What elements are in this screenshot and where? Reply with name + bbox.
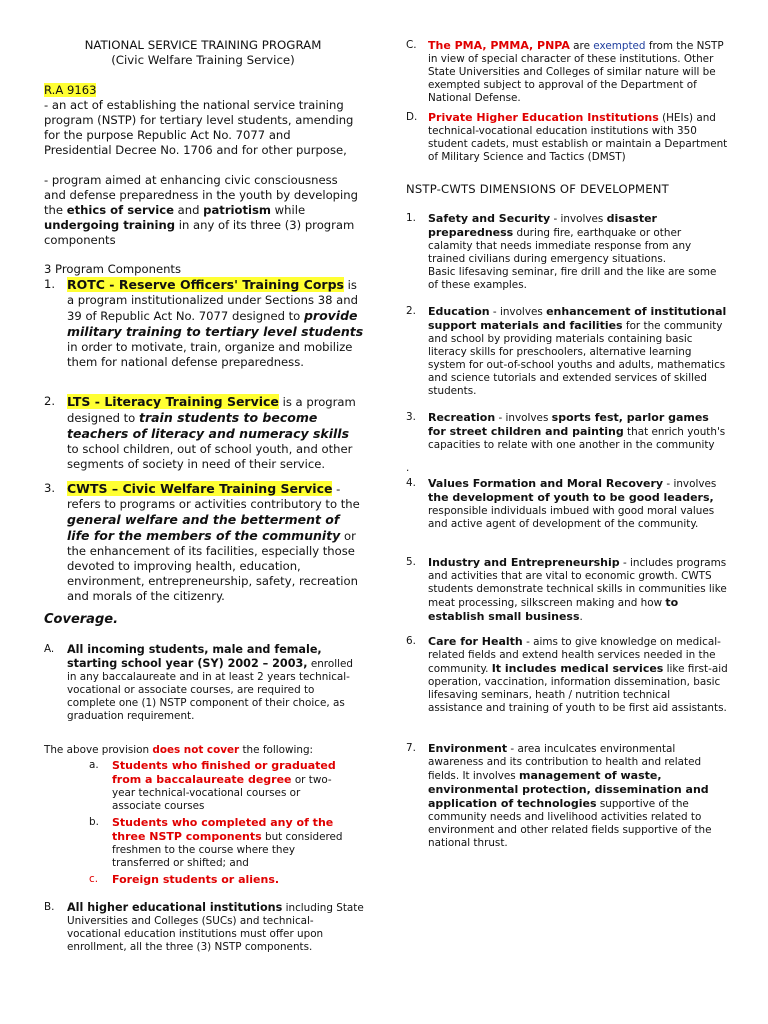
dimensions-heading: NSTP-CWTS DIMENSIONS OF DEVELOPMENT xyxy=(406,182,669,196)
list-number: 1. xyxy=(406,212,416,224)
text-run: or the enhancement of its facilities, especially those devoted to improving health, education, environment, entrepreneurship, safety, recreation and morals of the citizenry. xyxy=(67,529,358,603)
text-run-bold: enhancement of institutional support materials and facilities xyxy=(428,305,727,332)
list-number: b. xyxy=(89,816,99,828)
text-run: in any of its three (3) program components xyxy=(44,218,355,247)
list-number: 6. xyxy=(406,635,416,647)
text-run-bold: It includes medical services xyxy=(491,662,664,675)
text-run-red: Students who finished or graduated from a baccalaureate degree xyxy=(112,759,336,786)
text-run-bold: All incoming students, male and female, starting school year (SY) 2002 – 2003, xyxy=(67,643,322,670)
dimension-title: Recreation xyxy=(428,411,496,424)
provision-note xyxy=(44,744,364,757)
list-number: C. xyxy=(406,39,417,51)
text-run-blue: exempted xyxy=(593,40,646,52)
text-run: responsible individuals imbued with good moral values and active agent of development of the community. xyxy=(428,505,715,530)
text-run: - involves xyxy=(489,306,547,318)
text-run: in order to motivate, train, organize and mobilize them for national defense preparedness. xyxy=(67,340,353,369)
list-number: 7. xyxy=(406,742,416,754)
text-run-red: Private Higher Education Institutions xyxy=(428,111,659,124)
text-run: and xyxy=(173,203,204,217)
text-run: Basic lifesaving seminar, fire drill and the like are some of these examples. xyxy=(428,266,717,291)
ra-description-2 xyxy=(44,173,362,248)
text-run: the following: xyxy=(239,744,314,756)
list-number: 3. xyxy=(44,481,56,495)
text-run-red: Foreign students or aliens. xyxy=(112,873,280,886)
text-run-bold: undergoing training xyxy=(44,218,176,232)
document-subtitle: (Civic Welfare Training Service) xyxy=(111,53,295,67)
text-run-emphasis: general welfare and the betterment of life for the members of the community xyxy=(67,512,341,543)
text-run-bold: ethics of service xyxy=(66,203,174,217)
text-run-red: does not cover xyxy=(152,744,240,756)
text-run-bold: sports fest, parlor games for street children and painting xyxy=(428,411,709,438)
text-run-red: The PMA, PMMA, PNPA xyxy=(428,39,570,52)
ra-number xyxy=(44,83,96,98)
text-run: is a program designed to xyxy=(67,395,356,425)
text-run: but considered freshmen to the course where they transferred or shifted; and xyxy=(112,831,343,869)
list-number: 1. xyxy=(44,277,56,291)
text-run-red: Students who completed any of the three NSTP components xyxy=(112,816,334,843)
coverage-text: Coverage. xyxy=(44,612,119,627)
text-run: (HEIs) and technical-vocational education institutions with 350 student cadets, must establish or maintain a Department of Military Science and Tactics (DMST) xyxy=(428,112,728,163)
dimension-title: Safety and Security xyxy=(428,212,551,225)
coverage-heading xyxy=(44,612,118,628)
text-run: - involves xyxy=(663,478,717,490)
text-run: like first-aid operation, vaccination, information dissemination, basic lifesaving seminars, heath / nutrition technical assistance and training of youth to be first aid assistants. xyxy=(428,663,728,714)
dimension-title: Environment xyxy=(428,742,508,755)
text-run-bold: to establish small business xyxy=(428,596,679,623)
text-run: - area inculcates environmental awareness and its contribution to health and related fields. It involves xyxy=(428,743,702,782)
text-run-emphasis: provide military training to tertiary level students xyxy=(67,308,364,339)
list-number: D. xyxy=(406,111,418,123)
list-number: 2. xyxy=(406,305,416,317)
list-number: 5. xyxy=(406,556,416,568)
text-run: for the community and school by providing materials containing basic literacy skills for preschoolers, alternative learning system for out-of-school youths and adults, mathematics and science tutorials and extended services of skilled students. xyxy=(428,320,726,397)
document-title: NATIONAL SERVICE TRAINING PROGRAM xyxy=(84,38,322,52)
rotc-title: ROTC - Reserve Officers' Training Corps xyxy=(67,277,344,292)
ra-number-text: R.A 9163 xyxy=(44,83,97,97)
text-run-bold: the development of youth to be good leaders, xyxy=(428,491,714,504)
text-run: while xyxy=(270,203,306,217)
cwts-title: CWTS – Civic Welfare Training Service xyxy=(67,481,333,496)
text-run: or two-year technical-vocational courses or associate courses xyxy=(112,774,332,812)
text-run-emphasis: train students to become teachers of literacy and numeracy skills xyxy=(67,410,350,441)
lts-title: LTS - Literacy Training Service xyxy=(67,394,279,409)
text-run: - aims to give knowledge on medical-related fields and extend health services needed in the community. xyxy=(428,636,721,675)
text-run-bold: disaster preparedness xyxy=(428,212,657,239)
list-number: c. xyxy=(89,873,99,885)
dimension-title: Values Formation and Moral Recovery xyxy=(428,477,664,490)
text-run-bold: patriotism xyxy=(203,203,271,217)
text-run: including State Universities and Colleges (SUCs) and technical-vocational education institutions must offer upon enrollment, all the three (3) NSTP components. xyxy=(67,902,364,953)
components-heading: 3 Program Components xyxy=(44,262,182,276)
text-run: . xyxy=(579,611,583,623)
list-number: B. xyxy=(44,901,55,913)
text-run: are xyxy=(569,40,594,52)
list-number: A. xyxy=(44,643,55,655)
text-run: supportive of the community needs and livelihood activities related to environment and other related fields supportive of the national thrust. xyxy=(428,798,712,849)
text-run: - involves xyxy=(495,412,552,424)
text-run-bold: All higher educational institutions xyxy=(67,901,283,914)
text-run: to school children, out of school youth, and other segments of society in need of their service. xyxy=(67,442,353,471)
ra-description-1: - an act of establishing the national service training program (NSTP) for tertiary level students, amending for the purpose Republic Act No. 7077 and Presidential Decree No. 1706 and for other purpose, xyxy=(44,98,354,157)
text-run: enrolled in any baccalaureate and in at least 2 years technical-vocational or associate courses, are required to complete one (1) NSTP component of their choice, as graduation requirement. xyxy=(67,658,353,722)
text-run: during fire, earthquake or other calamity that needs immediate response from any trained civilians during emergency situations. xyxy=(428,227,692,265)
dimension-title: Education xyxy=(428,305,490,318)
text-run: from the NSTP in view of special character of these institutions. Other State Universities and Colleges of similar nature will be exempted subject to approval of the Department of National Defense. xyxy=(428,40,724,104)
text-run: The above provision xyxy=(44,744,153,756)
list-number: 4. xyxy=(406,477,416,489)
text-run: - program aimed at enhancing civic consciousness and defense preparedness in the youth by developing the xyxy=(44,173,358,217)
text-run: - involves xyxy=(550,213,607,225)
list-number: 2. xyxy=(44,394,56,408)
list-number: 3. xyxy=(406,411,416,423)
stray-dot: . xyxy=(406,462,410,474)
dimension-title: Industry and Entrepreneurship xyxy=(428,556,620,569)
dimension-title: Care for Health xyxy=(428,635,523,648)
text-run: that enrich youth's capacities to relate with one another in the community xyxy=(428,426,726,451)
text-run: - refers to programs or activities contributory to the xyxy=(67,482,360,511)
list-number: a. xyxy=(89,759,99,771)
text-run-bold: management of waste, environmental protection, dissemination and application of technologies xyxy=(428,769,709,810)
text-run: is a program institutionalized under Sections 38 and 39 of Republic Act No. 7077 designed to xyxy=(67,278,358,323)
text-run: - includes programs and activities that are vital to economic growth. CWTS students demonstrate technical skills in communities like meat processing, silkscreen making and how xyxy=(428,557,727,609)
